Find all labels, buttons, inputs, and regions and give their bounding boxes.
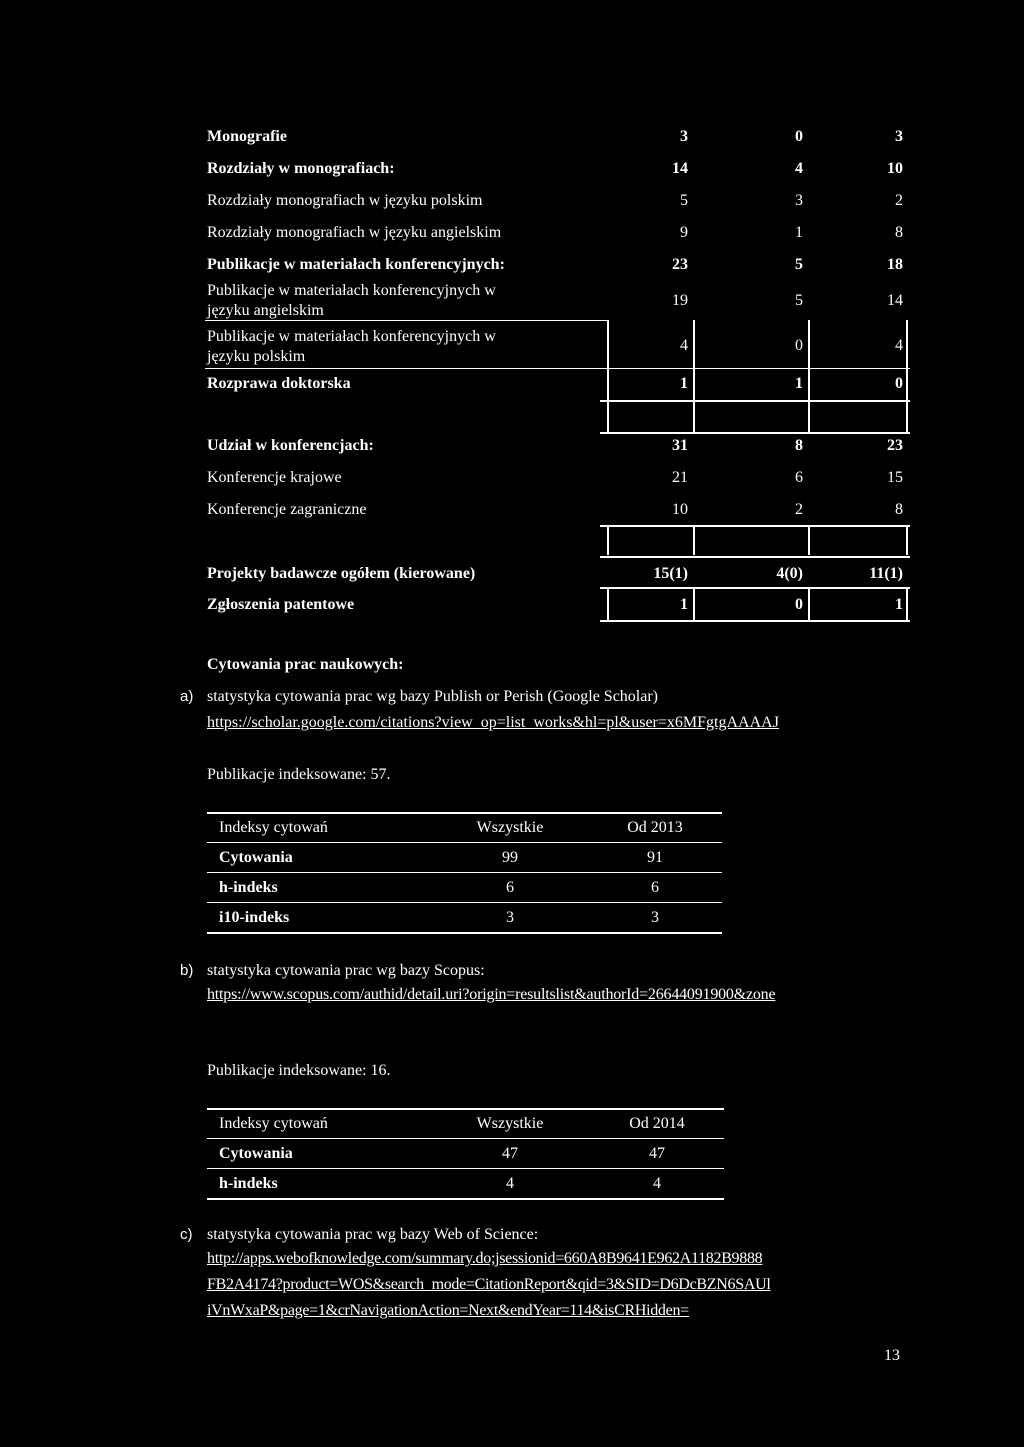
table-rule (207, 842, 722, 843)
row-value-total: 19 (672, 292, 688, 309)
column-divider (906, 525, 908, 555)
row-label-konf-krajowe: Konferencje krajowe (207, 469, 342, 486)
row-divider (600, 525, 910, 527)
row-value-after: 15 (887, 469, 903, 486)
table-row-label: Cytowania (219, 849, 293, 866)
google-scholar-link[interactable]: https://scholar.google.com/citations?view_op=list_works&hl=pl&user=x6MFgtgAAAAJ (207, 714, 779, 731)
column-divider (693, 587, 695, 621)
column-divider (607, 587, 609, 621)
row-value-total: 15(1) (653, 565, 688, 582)
row-label-rozdzialy: Rozdziały w monografiach: (207, 160, 395, 177)
column-divider (693, 525, 695, 555)
list-marker-b: b) (180, 962, 194, 979)
table-header-wszystkie: Wszystkie (476, 819, 544, 836)
row-label-rozprawa: Rozprawa doktorska (207, 375, 351, 392)
table-row-label: Cytowania (219, 1145, 293, 1162)
row-value-mid: 5 (795, 256, 803, 273)
column-divider (607, 320, 609, 432)
row-value-mid: 0 (795, 596, 803, 613)
table-cell: 4 (506, 1175, 514, 1192)
column-divider (808, 320, 810, 432)
table-cell: 91 (647, 849, 663, 866)
row-divider (600, 432, 910, 434)
table-rule (207, 1138, 724, 1139)
web-of-science-link-line-3[interactable]: iVnWxaP&page=1&crNavigationAction=Next&endYear=114&isCRHidden= (207, 1302, 689, 1319)
row-label-monografie: Monografie (207, 128, 287, 145)
row-value-after: 2 (895, 192, 903, 209)
row-value-mid: 1 (795, 375, 803, 392)
table-header-indeksy: Indeksy cytowań (219, 819, 328, 836)
table-bottom-rule (207, 1198, 724, 1200)
citations-heading: Cytowania prac naukowych: (207, 656, 404, 673)
row-value-after: 0 (895, 375, 903, 392)
row-value-total: 23 (672, 256, 688, 273)
row-label-rozdzialy-pl: Rozdziały monografiach w języku polskim (207, 192, 483, 209)
row-value-mid: 4 (795, 160, 803, 177)
table-rule (207, 872, 722, 873)
column-divider (808, 587, 810, 621)
citations-a-text: statystyka cytowania prac wg bazy Publish or Perish (Google Scholar) (207, 688, 659, 705)
row-label-zgloszenia: Zgłoszenia patentowe (207, 596, 355, 613)
row-value-total: 5 (680, 192, 688, 209)
row-divider (600, 620, 910, 622)
row-value-mid: 3 (795, 192, 803, 209)
table-cell: 47 (502, 1145, 518, 1162)
row-value-mid: 0 (795, 337, 803, 354)
table-rule (207, 902, 722, 903)
list-marker-c: c) (180, 1226, 193, 1243)
table-cell: 4 (653, 1175, 661, 1192)
indexed-value: 16 (370, 1062, 387, 1079)
table-header-wszystkie: Wszystkie (476, 1115, 544, 1132)
table-top-rule (207, 1108, 724, 1110)
web-of-science-link-line-2[interactable]: FB2A4174?product=WOS&search_mode=CitationReport&qid=3&SID=D6DcBZN6SAUl (207, 1276, 771, 1293)
row-divider (600, 556, 910, 558)
row-divider (205, 320, 608, 321)
column-divider (906, 320, 908, 432)
column-divider (906, 587, 908, 621)
citations-c-text: statystyka cytowania prac wg bazy Web of Science: (207, 1226, 539, 1243)
column-divider (693, 320, 695, 432)
row-value-mid: 4(0) (776, 565, 803, 582)
table-header-od: Od 2014 (629, 1115, 685, 1132)
row-value-mid: 6 (795, 469, 803, 486)
row-label-publikacje-konf: Publikacje w materiałach konferencyjnych: (207, 256, 505, 273)
row-value-total: 4 (680, 337, 688, 354)
row-value-mid: 0 (795, 128, 803, 145)
page-number: 13 (884, 1347, 900, 1364)
row-value-after: 3 (895, 128, 903, 145)
row-value-mid: 2 (795, 501, 803, 518)
row-value-mid: 1 (795, 224, 803, 241)
table-cell: 6 (651, 879, 659, 896)
table-cell: 3 (651, 909, 659, 926)
row-value-total: 1 (680, 375, 688, 392)
row-label-publikacje-pl-line2: języku polskim (207, 348, 306, 365)
table-bottom-rule (207, 932, 722, 934)
row-label-konf-zagraniczne: Konferencje zagraniczne (207, 501, 367, 518)
list-marker-a: a) (180, 688, 194, 705)
table-cell: 47 (649, 1145, 665, 1162)
row-label-udzial-konf: Udział w konferencjach: (207, 437, 374, 454)
table-row-label: i10-indeks (219, 909, 290, 926)
row-label-projekty: Projekty badawcze ogółem (kierowane) (207, 565, 476, 582)
column-divider (607, 525, 609, 555)
indexed-publications-a: Publikacje indeksowane: 57. (207, 766, 391, 783)
indexed-publications-b: Publikacje indeksowane: 16. (207, 1062, 391, 1079)
table-top-rule (207, 812, 722, 814)
row-value-after: 8 (895, 224, 903, 241)
row-value-total: 9 (680, 224, 688, 241)
row-label-publikacje-pl-line1: Publikacje w materiałach konferencyjnych w (207, 328, 496, 345)
table-header-od: Od 2013 (627, 819, 683, 836)
row-value-after: 11(1) (869, 565, 903, 582)
indexed-value: 57 (370, 766, 387, 783)
indexed-label: Publikacje indeksowane: (207, 766, 371, 783)
indexed-label: Publikacje indeksowane: (207, 1062, 371, 1079)
row-value-total: 10 (672, 501, 688, 518)
row-value-after: 23 (887, 437, 903, 454)
table-cell: 99 (502, 849, 518, 866)
row-label-publikacje-en-line1: Publikacje w materiałach konferencyjnych w (207, 282, 496, 299)
row-value-after: 1 (895, 596, 903, 613)
row-value-mid: 5 (795, 292, 803, 309)
web-of-science-link-line-1[interactable]: http://apps.webofknowledge.com/summary.do;jsessionid=660A8B9641E962A1182B9888 (207, 1250, 763, 1267)
row-label-rozdzialy-en: Rozdziały monografiach w języku angielskim (207, 224, 502, 241)
row-value-after: 14 (887, 292, 903, 309)
row-value-total: 14 (672, 160, 688, 177)
scopus-link[interactable]: https://www.scopus.com/authid/detail.uri?origin=resultslist&authorId=26644091900&zone (207, 986, 776, 1003)
table-cell: 3 (506, 909, 514, 926)
row-value-after: 4 (895, 337, 903, 354)
table-rule (207, 1168, 724, 1169)
row-value-after: 10 (887, 160, 903, 177)
row-divider (600, 400, 910, 402)
table-row-label: h-indeks (219, 879, 278, 896)
row-label-publikacje-en-line2: języku angielskim (207, 302, 324, 319)
row-value-after: 18 (887, 256, 903, 273)
row-value-mid: 8 (795, 437, 803, 454)
row-value-total: 1 (680, 596, 688, 613)
row-value-total: 31 (672, 437, 688, 454)
row-value-total: 21 (672, 469, 688, 486)
citations-b-text: statystyka cytowania prac wg bazy Scopus: (207, 962, 485, 979)
row-divider (205, 368, 910, 369)
row-value-total: 3 (680, 128, 688, 145)
row-divider (600, 587, 910, 589)
row-value-after: 8 (895, 501, 903, 518)
table-header-indeksy: Indeksy cytowań (219, 1115, 328, 1132)
table-cell: 6 (506, 879, 514, 896)
column-divider (808, 525, 810, 555)
table-row-label: h-indeks (219, 1175, 278, 1192)
